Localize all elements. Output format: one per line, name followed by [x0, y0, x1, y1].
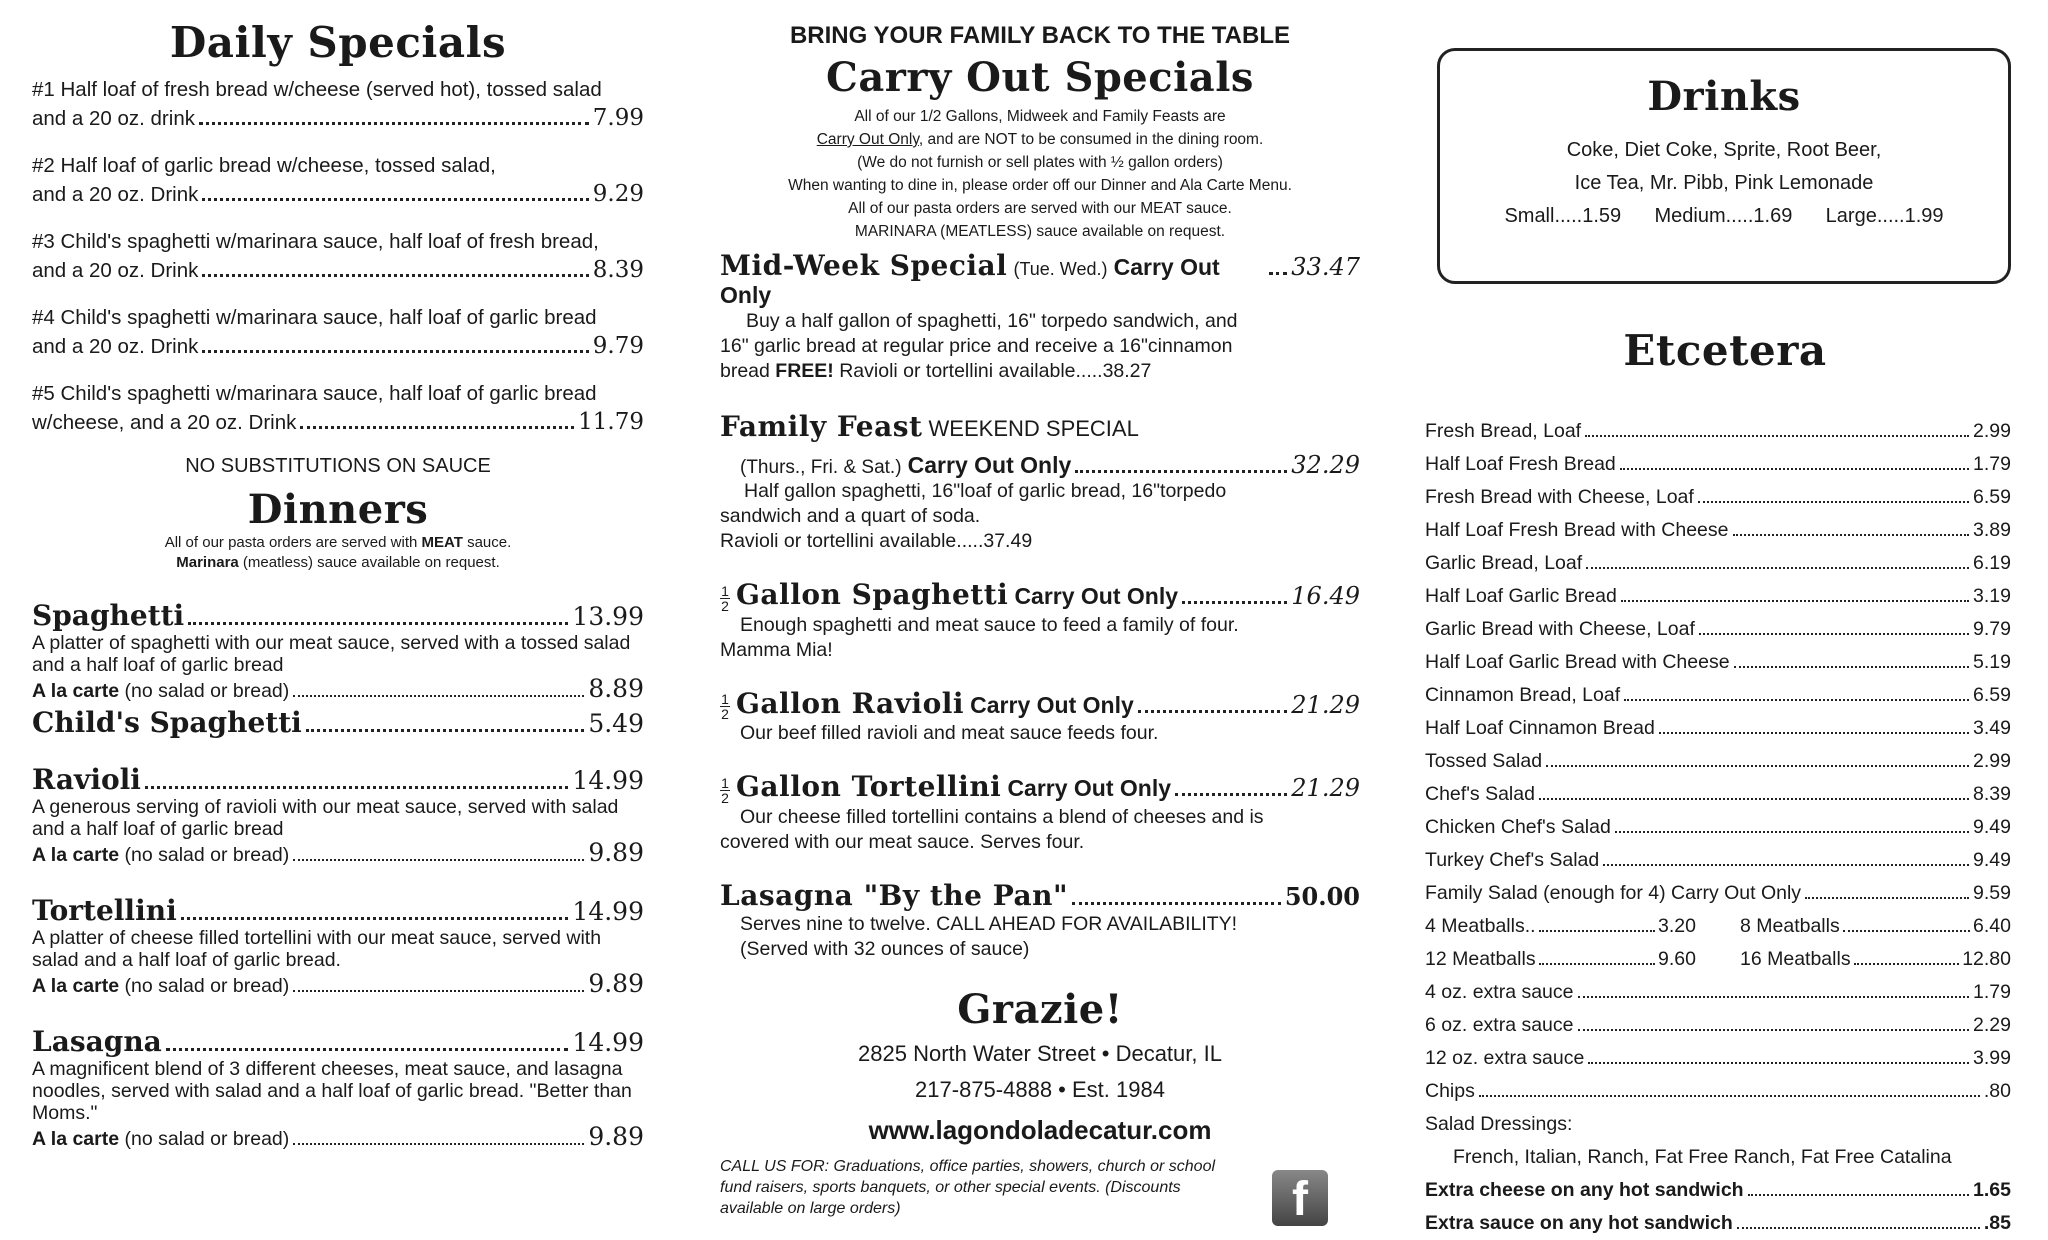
- dish-description: A generous serving of ravioli with our meat sauce, served with salad and a half loaf of garlic bread: [32, 796, 619, 840]
- offer-price: 32.29: [1291, 451, 1360, 479]
- list-item: Chips .80: [1425, 1080, 2011, 1102]
- dinners-note: All of our pasta orders are served with MEAT sauce. Marinara (meatless) sauce available on request.: [164, 534, 512, 571]
- offer-description: Our cheese filled tortellini contains a blend of cheeses and is covered with our meat sauce. Serves four.: [720, 806, 1264, 854]
- list-item: Half Loaf Fresh Bread 1.79: [1425, 453, 2011, 475]
- dish-price: 14.99: [572, 766, 644, 795]
- daily-special-4: [32, 303, 644, 361]
- drinks-etcetera-column: [1425, 0, 2025, 1240]
- dish-ravioli: [32, 763, 644, 868]
- list-item: Tossed Salad 2.99: [1425, 750, 2011, 772]
- offer-half-gallon-tortellini: $\frac{1}{2}$ Gallon Tortellini Carry Out Only 21.29 Our cheese filled tortellini contains a blend of cheeses and is covered with our meat sauce. Serves four.: [720, 770, 1360, 854]
- list-item: 6 oz. extra sauce 2.29: [1425, 1014, 2011, 1036]
- dish-price: 14.99: [572, 897, 644, 926]
- list-item: Cinnamon Bread, Loaf 6.59: [1425, 684, 2011, 706]
- list-item: Half Loaf Fresh Bread with Cheese 3.89: [1425, 519, 2011, 541]
- drinks-list: Ice Tea, Mr. Pibb, Pink Lemonade: [1574, 172, 1874, 194]
- a-la-carte-price: 9.89: [588, 969, 644, 998]
- offer-name: Mid-Week Special: [720, 249, 1008, 282]
- half-fraction: $\frac{1}{2}$: [721, 582, 729, 614]
- dish-tortellini: [32, 894, 644, 999]
- call-us-note: CALL US FOR: Graduations, office parties, showers, church or school fund raisers, sports banquets, or other special events. (Discounts available on large orders): [720, 1158, 1216, 1218]
- special-text: #4 Child's spaghetti w/marinara sauce, half loaf of garlic bread: [32, 306, 597, 329]
- list-item: Fresh Bread, Loaf 2.99: [1425, 420, 2011, 442]
- list-item: Fresh Bread with Cheese, Loaf 6.59: [1425, 486, 2011, 508]
- list-item: Chef's Salad 8.39: [1425, 783, 2011, 805]
- a-la-carte-price: 9.89: [588, 838, 644, 867]
- special-text: w/cheese, and a 20 oz. Drink: [32, 411, 297, 434]
- carry-out-policy: All of our 1/2 Gallons, Midweek and Family Feasts are Carry Out Only, and are NOT to be consumed in the dining room. (We do not furnish or sell plates with ½ gallon orders) When wanting to dine in, please order off our Dinner and Ala Carte Menu. All of our pasta orders are served with our MEAT sauce. MARINARA (MEATLESS) sauce available on request.: [788, 108, 1292, 240]
- drinks-title: Drinks: [1647, 73, 1801, 120]
- special-price: 9.29: [592, 181, 644, 207]
- carry-out-title: Carry Out Specials: [826, 54, 1254, 101]
- special-text: #3 Child's spaghetti w/marinara sauce, half loaf of fresh bread,: [32, 230, 599, 253]
- list-item: 12 oz. extra sauce 3.99: [1425, 1047, 2011, 1069]
- special-text: and a 20 oz. Drink: [32, 259, 199, 282]
- dish-name: Ravioli: [32, 763, 141, 796]
- half-fraction: $\frac{1}{2}$: [721, 691, 729, 723]
- dish-price: 13.99: [572, 602, 644, 631]
- meatballs-row: 12 Meatballs 9.60 16 Meatballs 12.80: [1425, 948, 2011, 970]
- offer-midweek: Mid-Week Special (Tue. Wed.) Carry Out Only 33.47 Buy a half gallon of spaghetti, 16" torpedo sandwich, and 16" garlic bread at regular price and receive a 16"cinnamon bread FREE! Ravioli or tortellini available.....38.27: [720, 249, 1360, 382]
- list-item: Half Loaf Garlic Bread with Cheese 5.19: [1425, 651, 2011, 673]
- list-item: Half Loaf Garlic Bread 3.19: [1425, 585, 2011, 607]
- dish-name: Spaghetti: [32, 599, 185, 632]
- a-la-carte-row: A la carte (no salad or bread) 8.89: [32, 674, 644, 703]
- offer-name: Gallon Tortellini: [736, 770, 1002, 804]
- list-item: Family Salad (enough for 4) Carry Out Only 9.59: [1425, 882, 2011, 904]
- offer-price: 21.29: [1291, 774, 1360, 803]
- list-item: Extra sauce on any hot sandwich .85: [1425, 1212, 2011, 1234]
- offer-name: Gallon Spaghetti: [736, 578, 1009, 611]
- dish-name: Child's Spaghetti: [32, 706, 302, 739]
- tagline: BRING YOUR FAMILY BACK TO THE TABLE: [789, 22, 1291, 49]
- special-price: 11.79: [578, 409, 644, 435]
- carry-out-column: [720, 0, 1360, 1226]
- drink-sizes: Small.....1.59 Medium.....1.69 Large.....1.99: [1504, 205, 1944, 227]
- salad-dressings-title: Salad Dressings:: [1425, 1113, 1573, 1135]
- offer-description: Serves nine to twelve. CALL AHEAD FOR AVAILABILITY! (Served with 32 ounces of sauce): [740, 913, 1238, 961]
- offer-price: 21.29: [1291, 690, 1360, 719]
- daily-specials-title: Daily Specials: [169, 18, 507, 67]
- special-price: 8.39: [592, 257, 644, 283]
- dish-description: A platter of spaghetti with our meat sauce, served with a tossed salad and a half loaf of garlic bread: [32, 632, 631, 676]
- special-price: 7.99: [592, 105, 644, 131]
- offer-name: Gallon Ravioli: [736, 686, 965, 720]
- facebook-icon[interactable]: f: [1272, 1170, 1328, 1226]
- special-price: 9.79: [592, 333, 644, 359]
- offer-half-gallon-spaghetti: $\frac{1}{2}$ Gallon Spaghetti Carry Out Only 16.49 Enough spaghetti and meat sauce to feed a family of four. Mamma Mia!: [720, 578, 1360, 661]
- offer-name: Family Feast: [720, 410, 923, 443]
- a-la-carte-row: A la carte (no salad or bread) 9.89: [32, 838, 644, 867]
- list-item: Half Loaf Cinnamon Bread 3.49: [1425, 717, 2011, 739]
- list-item: Turkey Chef's Salad 9.49: [1425, 849, 2011, 871]
- salad-dressings-list: French, Italian, Ranch, Fat Free Ranch, Fat Free Catalina: [1453, 1146, 1952, 1168]
- dinners-title: Dinners: [247, 486, 429, 533]
- list-item: Garlic Bread, Loaf 6.19: [1425, 552, 2011, 574]
- special-text: and a 20 oz. Drink: [32, 183, 199, 206]
- daily-dinners-column: [32, 0, 644, 1152]
- list-item: Extra cheese on any hot sandwich 1.65: [1425, 1179, 2011, 1201]
- offer-family-feast: Family Feast WEEKEND SPECIAL (Thurs., Fri. & Sat.) Carry Out Only 32.29 Half gallon spaghetti, 16"loaf of garlic bread, 16"torpedo sandwich and a quart of soda. Ravioli or tortellini available.....37.49: [720, 410, 1360, 552]
- list-item: Chicken Chef's Salad 9.49: [1425, 816, 2011, 838]
- offer-price: 50.00: [1284, 882, 1360, 912]
- dish-price: 14.99: [572, 1028, 644, 1057]
- drinks-list: Coke, Diet Coke, Sprite, Root Beer,: [1566, 139, 1882, 161]
- etcetera-title: Etcetera: [1623, 326, 1827, 375]
- address: 2825 North Water Street • Decatur, IL: [858, 1041, 1222, 1067]
- offer-name: Lasagna "By the Pan": [720, 879, 1069, 913]
- offer-description: Our beef filled ravioli and meat sauce feeds four.: [740, 722, 1159, 745]
- offer-lasagna-by-the-pan: [720, 879, 1360, 962]
- offer-description: Enough spaghetti and meat sauce to feed a family of four. Mamma Mia!: [720, 613, 1239, 661]
- no-substitutions-note: NO SUBSTITUTIONS ON SAUCE: [185, 455, 491, 477]
- etcetera-list: [1425, 415, 2025, 1240]
- offer-price: 16.49: [1291, 582, 1360, 610]
- daily-special-2: [32, 151, 644, 209]
- dish-spaghetti: [32, 599, 644, 704]
- dish-childs-spaghetti: [32, 706, 644, 739]
- dish-lasagna: [32, 1025, 644, 1152]
- website-link[interactable]: www.lagondoladecatur.com: [868, 1115, 1212, 1146]
- list-item: Garlic Bread with Cheese, Loaf 9.79: [1425, 618, 2011, 640]
- a-la-carte-price: 8.89: [588, 674, 644, 703]
- special-text: and a 20 oz. Drink: [32, 335, 199, 358]
- daily-special-3: [32, 227, 644, 285]
- meatballs-row: 4 Meatballs.. 3.20 8 Meatballs 6.40: [1425, 915, 2011, 937]
- half-fraction: $\frac{1}{2}$: [721, 775, 729, 807]
- offer-price: 33.47: [1291, 253, 1360, 281]
- dish-description: A magnificent blend of 3 different cheeses, meat sauce, and lasagna noodles, served with salad and a half loaf of garlic bread. "Better than Moms.": [32, 1058, 632, 1124]
- special-text: #5 Child's spaghetti w/marinara sauce, half loaf of garlic bread: [32, 382, 597, 405]
- list-item: 4 oz. extra sauce 1.79: [1425, 981, 2011, 1003]
- dish-name: Tortellini: [32, 894, 177, 927]
- dish-description: A platter of cheese filled tortellini with our meat sauce, served with salad and a half loaf of garlic bread.: [32, 927, 602, 971]
- special-text: #1 Half loaf of fresh bread w/cheese (served hot), tossed salad: [32, 78, 602, 101]
- daily-special-1: [32, 75, 644, 133]
- a-la-carte-row: A la carte (no salad or bread) 9.89: [32, 1122, 644, 1151]
- dish-name: Lasagna: [32, 1025, 162, 1058]
- offer-description: Half gallon spaghetti, 16"loaf of garlic bread, 16"torpedo sandwich and a quart of soda. Ravioli or tortellini available.....37.49: [720, 480, 1227, 552]
- grazie-title: Grazie!: [957, 986, 1123, 1034]
- special-text: and a 20 oz. drink: [32, 107, 195, 130]
- a-la-carte-row: A la carte (no salad or bread) 9.89: [32, 969, 644, 998]
- a-la-carte-price: 9.89: [588, 1122, 644, 1151]
- dish-price: 5.49: [588, 709, 644, 738]
- special-text: #2 Half loaf of garlic bread w/cheese, tossed salad,: [32, 154, 496, 177]
- phone: 217-875-4888 • Est. 1984: [915, 1077, 1165, 1103]
- offer-description: Buy a half gallon of spaghetti, 16" torpedo sandwich, and 16" garlic bread at regular price and receive a 16"cinnamon bread FREE! Ravioli or tortellini available.....38.27: [720, 310, 1238, 382]
- drinks-box: [1437, 48, 2011, 284]
- offer-half-gallon-ravioli: $\frac{1}{2}$ Gallon Ravioli Carry Out Only 21.29 Our beef filled ravioli and meat sauce feeds four.: [721, 686, 1360, 745]
- daily-special-5: [32, 379, 644, 437]
